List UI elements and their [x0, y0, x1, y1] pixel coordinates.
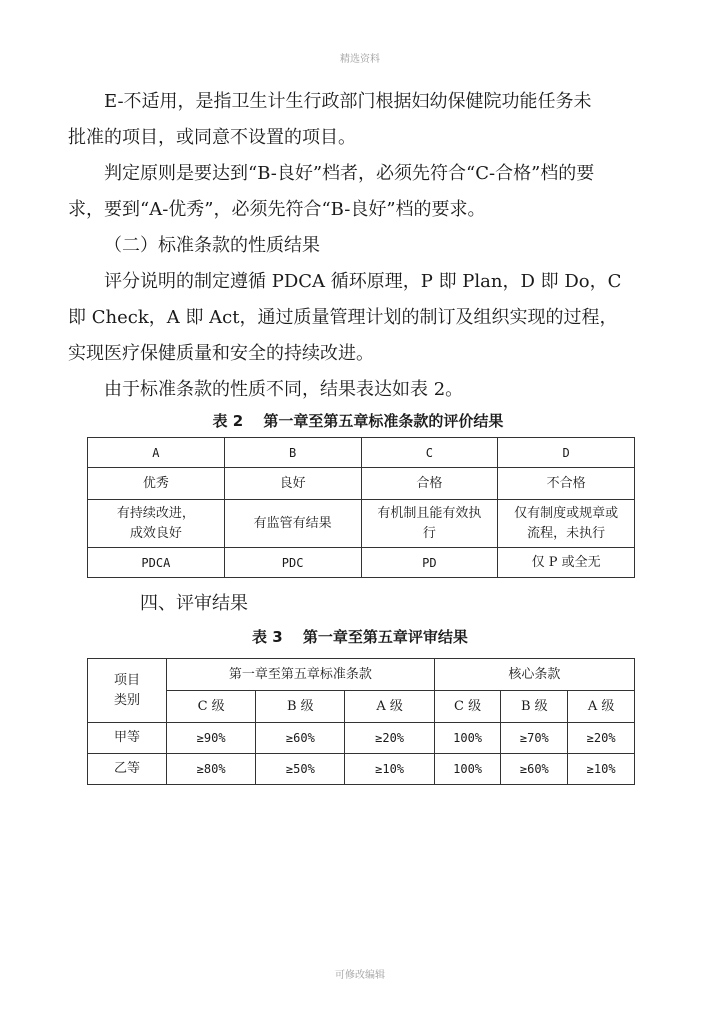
table2-header-cell: D — [498, 438, 635, 468]
table3-group-header: 第一章至第五章标准条款 — [167, 659, 435, 691]
paragraph-4: 由于标准条款的性质不同，结果表达如表 2。 — [104, 379, 464, 400]
page-footer: 可修改编辑 — [335, 970, 385, 981]
table3-grade-cell: A 级 — [568, 691, 635, 723]
paragraph-3-line-3: 实现医疗保健质量和安全的持续改进。 — [68, 343, 374, 364]
paragraph-1-line-1: E-不适用，是指卫生计生行政部门根据妇幼保健院功能任务未 — [104, 91, 592, 112]
table3-value-cell: ≥80% — [167, 754, 256, 785]
table3-value-cell: ≥20% — [345, 723, 434, 754]
table2-caption: 表 2 第一章至第五章标准条款的评价结果 — [212, 412, 504, 430]
table2-desc-cell: 有监管有结果 — [224, 500, 361, 548]
table2-level-cell: 不合格 — [498, 468, 635, 500]
table2-level-cell: 优秀 — [88, 468, 225, 500]
table3-value-cell: ≥90% — [167, 723, 256, 754]
section-heading-4: 四、评审结果 — [140, 593, 248, 614]
table3 — [87, 658, 635, 785]
table3-grade-cell: C 级 — [167, 691, 256, 723]
table3-value-cell: ≥50% — [256, 754, 345, 785]
table2-level-cell: 合格 — [361, 468, 498, 500]
table-row — [88, 754, 635, 785]
table2-desc-cell: 有机制且能有效执 行 — [361, 500, 498, 548]
table3-value-cell: ≥60% — [501, 754, 568, 785]
paragraph-2-line-1: 判定原则是要达到“B-良好”档者，必须先符合“C-合格”档的要 — [104, 163, 595, 184]
table3-grade-cell: A 级 — [345, 691, 434, 723]
table2-level-cell: 良好 — [224, 468, 361, 500]
table3-grade-cell: B 级 — [501, 691, 568, 723]
table3-caption: 表 3 第一章至第五章评审结果 — [252, 628, 468, 646]
table3-value-cell: ≥10% — [568, 754, 635, 785]
table3-group-header: 核心条款 — [434, 659, 634, 691]
table3-corner-cell: 项目 类别 — [88, 659, 167, 723]
table2-desc-cell: 仅有制度或规章或 流程，未执行 — [498, 500, 635, 548]
table3-value-cell: 100% — [434, 723, 501, 754]
table3-row-name: 乙等 — [88, 754, 167, 785]
table3-value-cell: ≥20% — [568, 723, 635, 754]
table2-desc-cell: 有持续改进， 成效良好 — [88, 500, 225, 548]
page-header: 精选资料 — [340, 54, 380, 65]
table2-pdca-cell: PDCA — [88, 548, 225, 578]
paragraph-3-line-1: 评分说明的制定遵循 PDCA 循环原理，P 即 Plan，D 即 Do，C — [104, 271, 622, 292]
section-heading-2: （二）标准条款的性质结果 — [104, 235, 320, 256]
paragraph-3-line-2: 即 Check，A 即 Act，通过质量管理计划的制订及组织实现的过程， — [68, 307, 618, 328]
table3-row-name: 甲等 — [88, 723, 167, 754]
table2 — [87, 437, 635, 578]
table3-grade-cell: C 级 — [434, 691, 501, 723]
table-row — [88, 723, 635, 754]
table3-grade-cell: B 级 — [256, 691, 345, 723]
table3-value-cell: ≥60% — [256, 723, 345, 754]
table3-value-cell: 100% — [434, 754, 501, 785]
table2-pdca-cell: 仅 P 或全无 — [498, 548, 635, 578]
paragraph-2-line-2: 求，要到“A-优秀”，必须先符合“B-良好”档的要求。 — [68, 199, 486, 220]
paragraph-1-line-2: 批准的项目，或同意不设置的项目。 — [68, 127, 356, 148]
table2-pdca-cell: PDC — [224, 548, 361, 578]
body-text — [68, 84, 648, 431]
table2-pdca-cell: PD — [361, 548, 498, 578]
table3-value-cell: ≥10% — [345, 754, 434, 785]
table2-header-cell: A — [88, 438, 225, 468]
table2-header-cell: B — [224, 438, 361, 468]
table2-header-cell: C — [361, 438, 498, 468]
table3-value-cell: ≥70% — [501, 723, 568, 754]
